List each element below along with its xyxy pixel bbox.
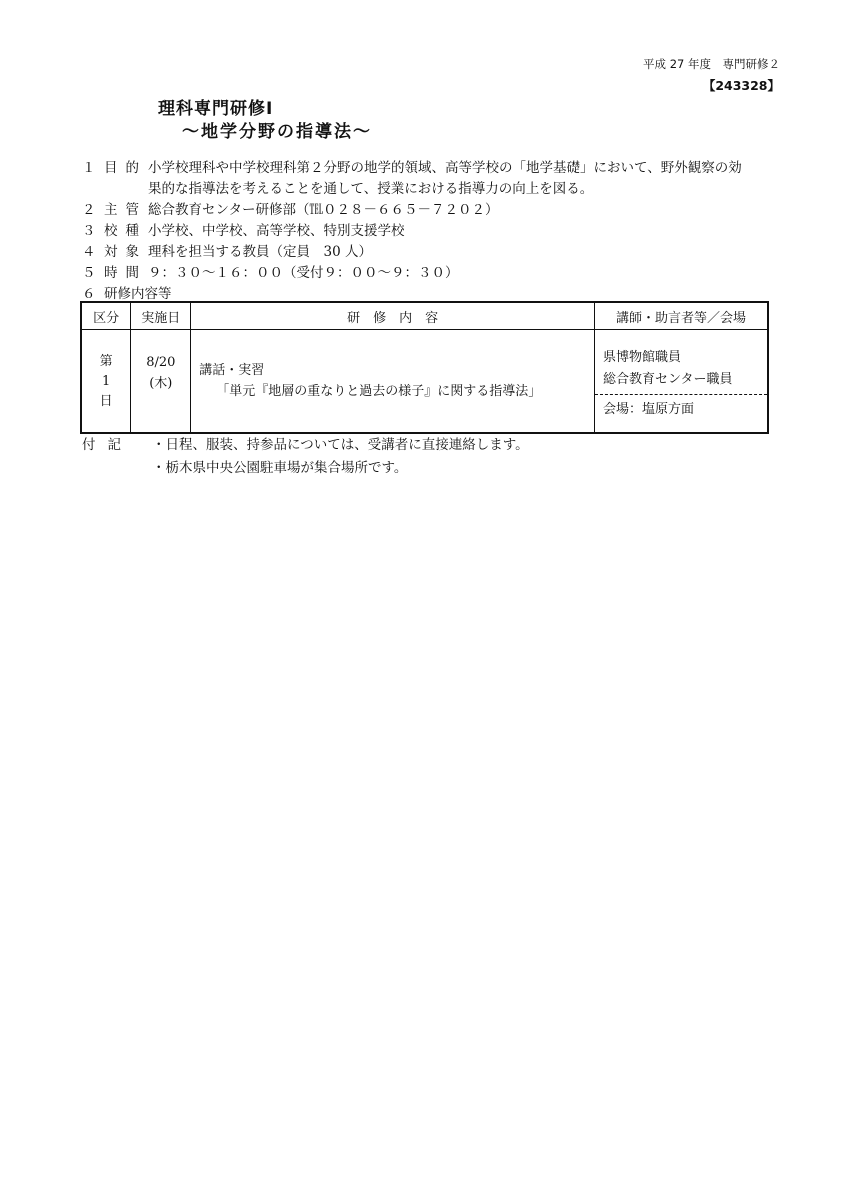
item-value: 小学校、中学校、高等学校、特別支援学校 — [148, 223, 405, 239]
course-code: 【243328】 — [702, 78, 780, 93]
item-number: ４ — [82, 244, 96, 260]
column-header-content: 研 修 内 容 — [191, 302, 595, 330]
day-line: 第 — [99, 354, 113, 369]
info-row-purpose-continued — [82, 179, 782, 200]
page-title: 理科専門研修Ⅰ — [158, 99, 274, 119]
column-header-division: 区分 — [81, 302, 131, 330]
date-value: 8/20 — [146, 355, 176, 370]
page-subtitle: ～地学分野の指導法～ — [182, 122, 372, 142]
item-number: ３ — [82, 223, 96, 239]
item-value: ９：３０～１６：００（受付９：００～９：３０） — [148, 265, 459, 281]
item-number: １ — [82, 160, 96, 176]
item-label: 時間 — [104, 265, 147, 281]
lecturer-cell — [594, 330, 768, 434]
day-cell — [81, 330, 131, 434]
note-text: ・日程、服装、持参品については、受講者に直接連絡します。 — [152, 437, 529, 453]
date-cell — [131, 330, 191, 434]
header-meta — [643, 54, 780, 96]
item-value: 総合教育センター研修部（℡０２８－６６５－７２０２） — [148, 202, 499, 218]
day-line: 日 — [99, 394, 113, 409]
info-row-purpose — [82, 158, 782, 179]
item-number: ６ — [82, 286, 96, 302]
info-row-organizer — [82, 200, 782, 221]
lecturer-list — [595, 330, 767, 394]
item-number: ５ — [82, 265, 96, 281]
table-row — [81, 330, 768, 434]
content-cell — [191, 330, 595, 434]
year-course-label: 平成 27 年度 専門研修２ — [643, 57, 780, 71]
lecturer-name: 県博物館職員 — [602, 350, 681, 365]
column-header-lecturer: 講師・助言者等／会場 — [594, 302, 768, 330]
content-title: 講話・実習 — [199, 363, 265, 378]
course-info-list — [82, 158, 782, 305]
column-header-date: 実施日 — [131, 302, 191, 330]
table-header-row — [81, 302, 768, 330]
info-row-school-type — [82, 221, 782, 242]
item-label: 目的 — [104, 160, 147, 176]
venue-label: 会場：塩原方面 — [595, 394, 767, 416]
notes-heading: 付記 — [82, 437, 133, 453]
info-row-time — [82, 263, 782, 284]
schedule-table — [80, 301, 769, 434]
item-label: 対象 — [104, 244, 147, 260]
lecturer-name: 総合教育センター職員 — [602, 372, 733, 387]
item-value-continued: 果的な指導法を考えることを通して、授業における指導力の向上を図る。 — [148, 181, 594, 197]
item-value: 小学校理科や中学校理科第２分野の地学的領域、高等学校の「地学基礎」において、野外観察の効 — [148, 160, 742, 176]
item-label: 校種 — [104, 223, 147, 239]
note-text: ・栃木県中央公園駐車場が集合場所です。 — [152, 460, 408, 476]
notes-section — [82, 434, 529, 480]
note-line — [82, 434, 529, 457]
content-detail: 「単元『地層の重なりと過去の様子』に関する指導法」 — [216, 384, 542, 399]
info-row-target — [82, 242, 782, 263]
day-line: 1 — [102, 374, 111, 389]
item-value: 理科を担当する教員（定員 30 人） — [148, 244, 372, 260]
item-label: 主管 — [104, 202, 147, 218]
weekday-value: (木) — [149, 376, 173, 391]
note-line — [82, 457, 529, 480]
item-label: 研修内容等 — [104, 286, 172, 302]
item-number: ２ — [82, 202, 96, 218]
